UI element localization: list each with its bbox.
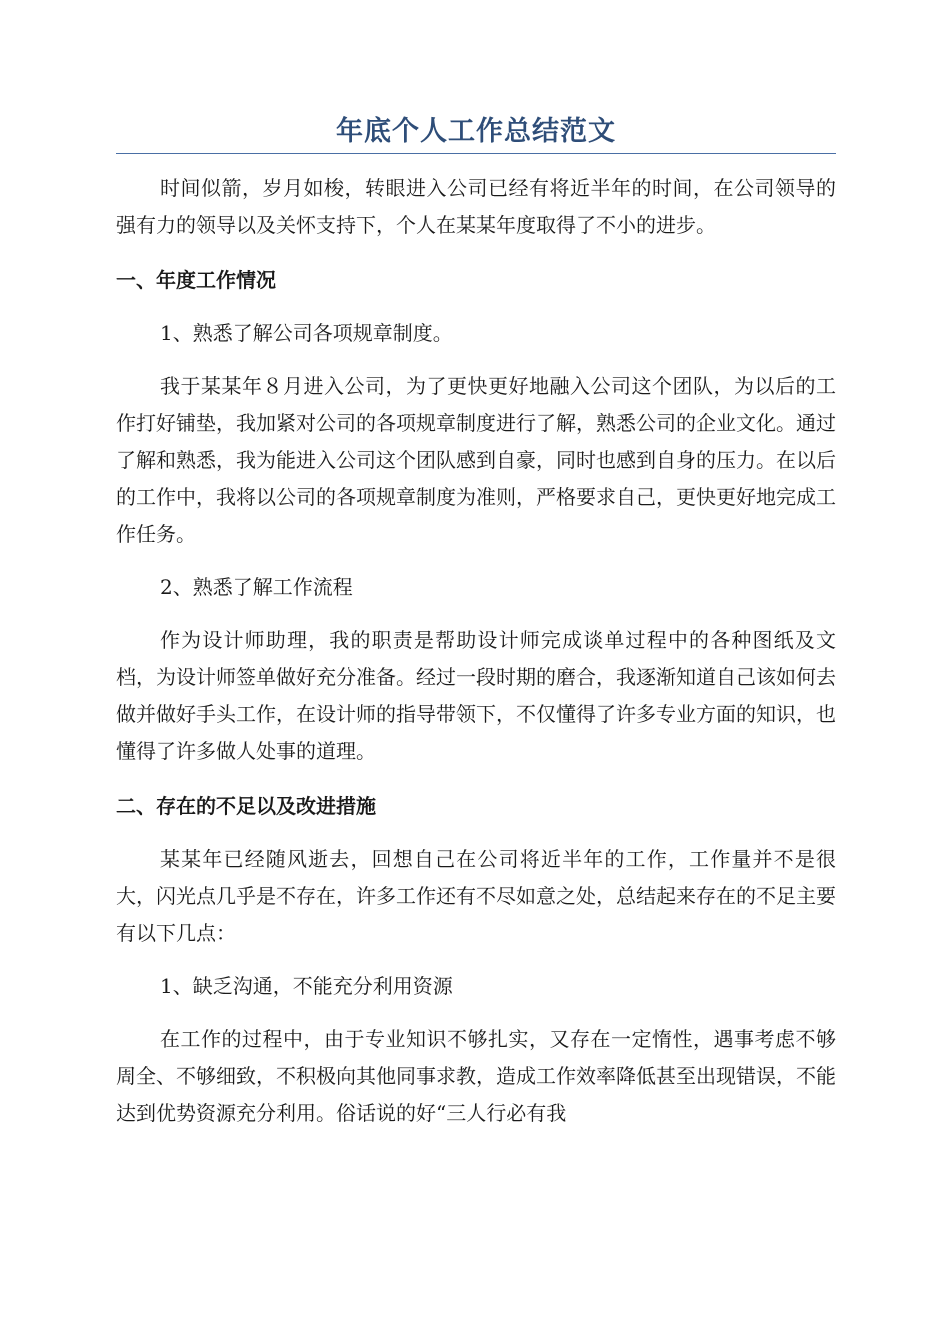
section1-item1-body: 我于某某年８月进入公司，为了更快更好地融入公司这个团队，为以后的工作打好铺垫，我加紧对公司的各项规章制度进行了解，熟悉公司的企业文化。通过了解和熟悉，我为能进入公司这个团队感到自豪，同时也感到自身的压力。在以后的工作中，我将以公司的各项规章制度为准则，严格要求自己，更快更好地完成工作任务。 [116,374,836,546]
document-title: 年底个人工作总结范文 [116,112,836,154]
section1-item2-title: 2、熟悉了解工作流程 [160,575,353,599]
section2-item1-title: 1、缺乏沟通，不能充分利用资源 [160,974,453,998]
section2-item1-body: 在工作的过程中，由于专业知识不够扎实，又存在一定惰性，遇事考虑不够周全、不够细致，不积极向其他同事求教，造成工作效率降低甚至出现错误，不能达到优势资源充分利用。俗话说的好“三人行必有我 [116,1027,836,1125]
section2-intro: 某某年已经随风逝去，回想自己在公司将近半年的工作，工作量并不是很大，闪光点几乎是不存在，许多工作还有不尽如意之处，总结起来存在的不足主要有以下几点： [116,847,836,945]
intro-paragraph: 时间似箭，岁月如梭，转眼进入公司已经有将近半年的时间，在公司领导的强有力的领导以及关怀支持下，个人在某某年度取得了不小的进步。 [116,176,836,237]
section1-item1-title: 1、熟悉了解公司各项规章制度。 [160,321,453,345]
section1-heading: 一、年度工作情况 [116,268,276,292]
section2-heading: 二、存在的不足以及改进措施 [116,794,376,818]
section1-item2-body: 作为设计师助理，我的职责是帮助设计师完成谈单过程中的各种图纸及文档，为设计师签单做好充分准备。经过一段时期的磨合，我逐渐知道自己该如何去做并做好手头工作，在设计师的指导带领下，不仅懂得了许多专业方面的知识，也懂得了许多做人处事的道理。 [116,628,836,763]
document-page [116,112,836,1132]
